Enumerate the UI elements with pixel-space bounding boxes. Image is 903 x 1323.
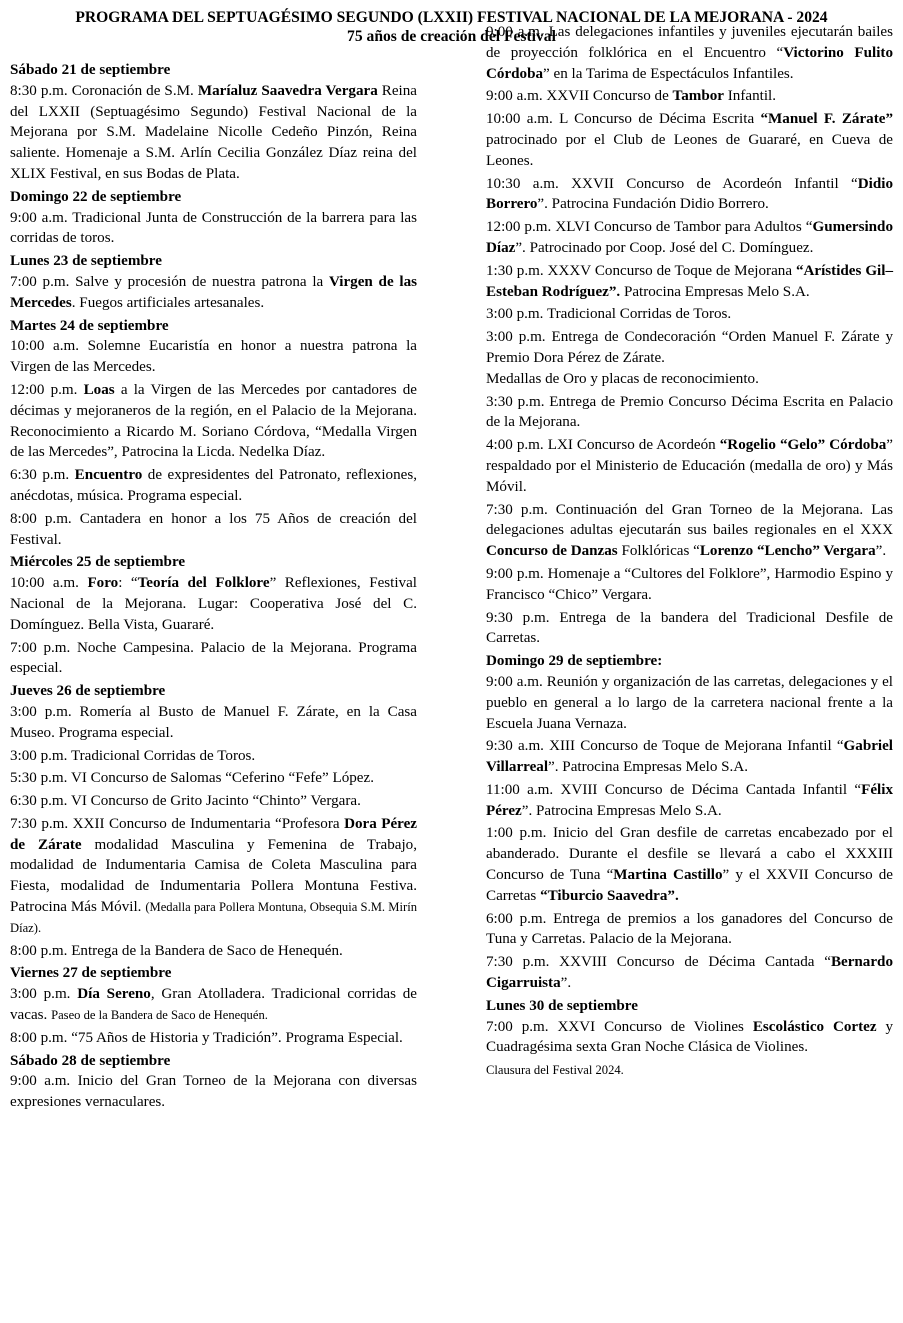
event-item: 12:00 p.m. XLVI Concurso de Tambor para Adultos “Gumersindo Díaz”. Patrocinado por Coop. José del C. Domínguez. xyxy=(486,219,893,256)
day-heading: Lunes 23 de septiembre xyxy=(10,253,162,270)
event-item: 11:00 a.m. XVIII Concurso de Décima Cantada Infantil “Félix Pérez”. Patrocina Empresas Melo S.A. xyxy=(486,781,893,819)
event-item: 5:30 p.m. VI Concurso de Salomas “Ceferino “Fefe” López. xyxy=(10,770,374,787)
event-item: 9:00 a.m. Inicio del Gran Torneo de la Mejorana con diversas expresiones vernaculares. xyxy=(10,1073,417,1111)
day-heading: Domingo 22 de septiembre xyxy=(10,188,182,205)
event-item: 3:30 p.m. Entrega de Premio Concurso Décima Escrita en Palacio de la Mejorana. xyxy=(486,393,893,431)
event-item: 9:30 a.m. XIII Concurso de Toque de Mejorana Infantil “Gabriel Villarreal”. Patrocina Empresas Melo S.A. xyxy=(486,738,893,776)
event-item: 3:00 p.m. Romería al Busto de Manuel F. Zárate, en la Casa Museo. Programa especial. xyxy=(10,703,417,741)
day-heading: Viernes 27 de septiembre xyxy=(10,965,172,982)
event-item: 12:00 p.m. Loas a la Virgen de las Mercedes por cantadores de décimas y mejoraneros de la región, en el Palacio de la Mejorana. Reconocimiento a Ricardo M. Soriano Córdova, “Medalla Virgen de las Mercedes”, Patrocina la Licda. Nedelka Díaz. xyxy=(10,381,418,461)
event-item: 3:00 p.m. Día Sereno, Gran Atolladera. Tradicional corridas de vacas. Paseo de la Bandera de Saco de Henequén. xyxy=(10,986,417,1024)
event-item: 9:00 a.m. Las delegaciones infantiles y juveniles ejecutarán bailes de proyección folklórica en el Encuentro “Victorino Fulito Córdoba” en la Tarima de Espectáculos Infantiles. xyxy=(486,24,893,82)
event-item: 9:00 a.m. XXVII Concurso de Tambor Infantil. xyxy=(486,88,776,105)
event-item: 8:30 p.m. Coronación de S.M. Maríaluz Saavedra Vergara Reina del LXXII (Septuagésimo Segundo) Festival Nacional de la Mejorana por S.M. Madelaine Nicolle Cedeño Pinzón, Reina saliente. Homenaje a S.M. Arlín Cecilia González Díaz reina del XLIX Festival, en sus Bodas de Plata. xyxy=(10,82,417,182)
event-item: 10:30 a.m. XXVII Concurso de Acordeón Infantil “Didio Borrero”. Patrocina Fundación Didio Borrero. xyxy=(486,175,893,213)
event-item: 7:30 p.m. XXII Concurso de Indumentaria “Profesora Dora Pérez de Zárate modalidad Masculina y Femenina de Trabajo, modalidad de Indumentaria Camisa de Coleta Masculina para Fiesta, modalidad de Indumentaria Pollera Montuna Festiva. Patrocina Más Móvil. (Medalla para Pollera Montuna, Obsequia S.M. Mirín Díaz). xyxy=(10,815,417,935)
day-heading: Lunes 30 de septiembre xyxy=(486,997,638,1014)
day-heading: Jueves 26 de septiembre xyxy=(10,683,166,700)
event-item: 9:30 p.m. Entrega de la bandera del Tradicional Desfile de Carretas. xyxy=(486,609,893,647)
event-item: 10:00 a.m. L Concurso de Décima Escrita “Manuel F. Zárate” patrocinado por el Club de Leones de Guararé, en Cueva de Leones. xyxy=(486,111,893,169)
event-item: 9:00 p.m. Homenaje a “Cultores del Folklore”, Harmodio Espino y Francisco “Chico” Vergara. xyxy=(486,565,893,603)
day-heading: Miércoles 25 de septiembre xyxy=(10,554,186,571)
event-item: 6:30 p.m. Encuentro de expresidentes del Patronato, reflexiones, anécdotas, música. Programa especial. xyxy=(10,467,417,504)
event-item: 6:00 p.m. Entrega de premios a los ganadores del Concurso de Tuna y Carretas. Palacio de la Mejorana. xyxy=(486,910,893,948)
program-columns xyxy=(10,24,893,1115)
event-item: 3:00 p.m. Tradicional Corridas de Toros. xyxy=(10,747,256,764)
day-heading: Sábado 28 de septiembre xyxy=(10,1052,171,1069)
event-item: 7:00 p.m. XXVI Concurso de Violines Escolástico Cortez y Cuadragésima sexta Gran Noche Clásica de Violines. xyxy=(486,1018,893,1056)
event-item: 8:00 p.m. Cantadera en honor a los 75 Años de creación del Festival. xyxy=(10,510,417,548)
event-item: 3:00 p.m. Entrega de Condecoración “Orden Manuel F. Zárate y Premio Dora Pérez de Zárate. Medallas de Oro y placas de reconocimiento. xyxy=(486,329,893,387)
event-item: 10:00 a.m. Solemne Eucaristía en honor a nuestra patrona la Virgen de las Mercedes. xyxy=(10,338,417,376)
event-item: 4:00 p.m. LXI Concurso de Acordeón “Rogelio “Gelo” Córdoba” respaldado por el Ministerio de Educación (medalla de oro) y Más Móvil. xyxy=(486,437,893,495)
event-item: 3:00 p.m. Tradicional Corridas de Toros. xyxy=(486,306,732,323)
left-column xyxy=(10,60,417,1115)
event-item: 1:00 p.m. Inicio del Gran desfile de carretas encabezado por el abanderado. Durante el desfile se llevará a cabo el XXXIII Concurso de Tuna “Martina Castillo” y el XXVII Concurso de Carretas “Tiburcio Saavedra”. xyxy=(486,825,893,904)
event-item: 6:30 p.m. VI Concurso de Grito Jacinto “Chinto” Vergara. xyxy=(10,793,361,810)
page-title: PROGRAMA DEL SEPTUAGÉSIMO SEGUNDO (LXXII) FESTIVAL NACIONAL DE LA MEJORANA - 2024 xyxy=(75,9,828,26)
event-item: 7:30 p.m. XXVIII Concurso de Décima Cantada “Bernardo Cigarruista”. xyxy=(486,954,893,992)
day-heading: Martes 24 de septiembre xyxy=(10,317,169,334)
event-item: 7:00 p.m. Salve y procesión de nuestra patrona la Virgen de las Mercedes. Fuegos artificiales artesanales. xyxy=(10,273,417,311)
event-item: 9:00 a.m. Reunión y organización de las carretas, delegaciones y el pueblo en general a lo largo de la carretera nacional frente a la Escuela Juana Vernaza. xyxy=(486,673,893,732)
day-heading: Domingo 29 de septiembre: xyxy=(486,653,663,670)
event-item: 8:00 p.m. Entrega de la Bandera de Saco de Henequén. xyxy=(10,942,343,959)
right-column xyxy=(486,22,893,1115)
event-item: 1:30 p.m. XXXV Concurso de Toque de Mejorana “Arístides Gil–Esteban Rodríguez”. Patrocina Empresas Melo S.A. xyxy=(486,262,893,300)
event-item: 9:00 a.m. Tradicional Junta de Construcción de la barrera para las corridas de toros. xyxy=(10,209,417,247)
event-item: 10:00 a.m. Foro: “Teoría del Folklore” Reflexiones, Festival Nacional de la Mejorana. Lugar: Cooperativa José del C. Domínguez. Bella Vista, Guararé. xyxy=(10,575,417,633)
event-item: 8:00 p.m. “75 Años de Historia y Tradición”. Programa Especial. xyxy=(10,1029,403,1046)
page-subtitle: 75 años de creación del Festival xyxy=(347,28,556,45)
closing-note: Clausura del Festival 2024. xyxy=(486,1063,624,1078)
day-heading: Sábado 21 de septiembre xyxy=(10,62,171,78)
event-item: 7:00 p.m. Noche Campesina. Palacio de la Mejorana. Programa especial. xyxy=(10,639,417,677)
event-item: 7:30 p.m. Continuación del Gran Torneo de la Mejorana. Las delegaciones adultas ejecutarán sus bailes regionales en el XXX Concurso de Danzas Folklóricas “Lorenzo “Lencho” Vergara”. xyxy=(486,501,893,560)
